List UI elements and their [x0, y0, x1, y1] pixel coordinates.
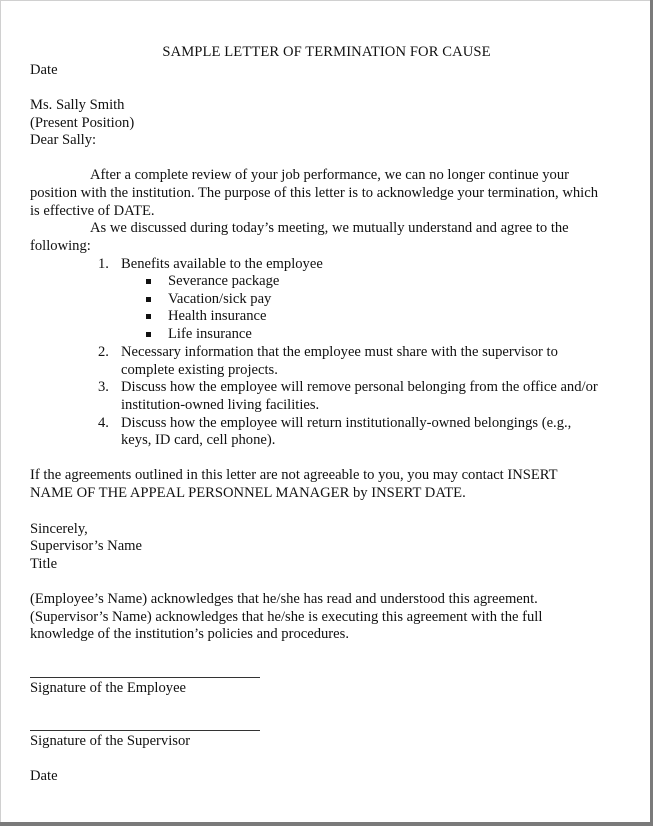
paragraph-1-line-2: position with the institution. The purpose of this letter is to acknowledge your termination, which [30, 185, 598, 201]
bullet-item-life: Life insurance [168, 326, 252, 342]
bullet-square-icon [146, 297, 151, 302]
bullet-square-icon [146, 314, 151, 319]
closing: Sincerely, [30, 521, 88, 537]
paragraph-2-line-2: following: [30, 238, 91, 254]
list-item-3-line-1: Discuss how the employee will remove personal belonging from the office and/or [121, 379, 598, 395]
recipient-name: Ms. Sally Smith [30, 97, 125, 113]
list-item-4-line-1: Discuss how the employee will return institutionally-owned belongings (e.g., [121, 415, 572, 431]
bullet-square-icon [146, 332, 151, 337]
paragraph-2-line-1: As we discussed during today’s meeting, we mutually understand and agree to the [90, 220, 569, 236]
salutation: Dear Sally: [30, 132, 97, 148]
paragraph-3-line-2: NAME OF THE APPEAL PERSONNEL MANAGER by INSERT DATE. [30, 485, 466, 501]
recipient-position: (Present Position) [30, 115, 135, 131]
paragraph-1-line-1: After a complete review of your job performance, we can no longer continue your [90, 167, 569, 183]
acknowledgement-line-1: (Employee’s Name) acknowledges that he/she has read and understood this agreement. [30, 591, 538, 607]
acknowledgement-line-2: (Supervisor’s Name) acknowledges that he/she is executing this agreement with the full [30, 609, 543, 625]
letter-title: SAMPLE LETTER OF TERMINATION FOR CAUSE [162, 44, 491, 60]
supervisor-title: Title [30, 556, 58, 572]
paragraph-3-line-1: If the agreements outlined in this letter are not agreeable to you, you may contact INSERT [30, 467, 558, 483]
date-top: Date [30, 62, 58, 78]
supervisor-signature-line[interactable] [30, 730, 260, 731]
supervisor-name: Supervisor’s Name [30, 538, 143, 554]
date-bottom: Date [30, 768, 58, 784]
list-item-2-line-1: Necessary information that the employee must share with the supervisor to [121, 344, 558, 360]
supervisor-signature-label: Signature of the Supervisor [30, 733, 191, 749]
list-item-2-line-2: complete existing projects. [121, 362, 278, 378]
paragraph-1-line-3: is effective of DATE. [30, 203, 155, 219]
acknowledgement-line-3: knowledge of the institution’s policies and procedures. [30, 626, 349, 642]
bullet-square-icon [146, 279, 151, 284]
bullet-item-severance: Severance package [168, 273, 280, 289]
employee-signature-label: Signature of the Employee [30, 680, 187, 696]
bullet-item-health: Health insurance [168, 308, 267, 324]
list-item-4-line-2: keys, ID card, cell phone). [121, 432, 276, 448]
list-item-2-number: 2. [98, 344, 109, 360]
employee-signature-line[interactable] [30, 677, 260, 678]
list-item-3-number: 3. [98, 379, 109, 395]
list-item-3-line-2: institution-owned living facilities. [121, 397, 320, 413]
list-item-1-text: Benefits available to the employee [121, 256, 323, 272]
list-item-4-number: 4. [98, 415, 109, 431]
bullet-item-vacation: Vacation/sick pay [168, 291, 272, 307]
list-item-1-number: 1. [98, 256, 109, 272]
